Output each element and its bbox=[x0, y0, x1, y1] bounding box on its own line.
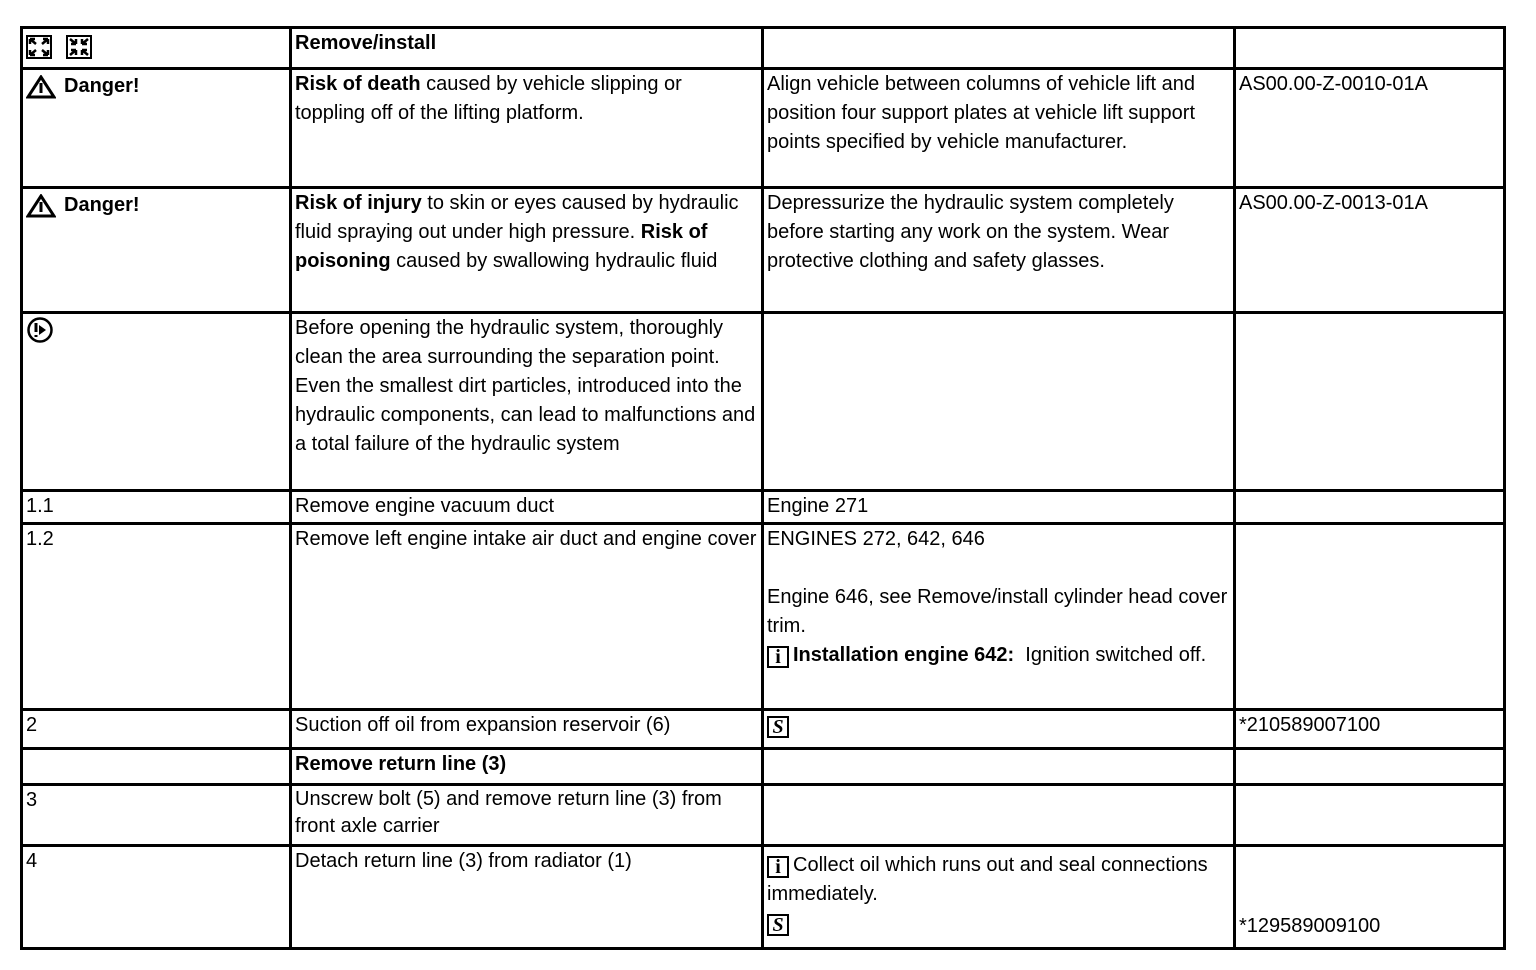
description-cell: Suction off oil from expansion reservoir (6) bbox=[291, 710, 763, 749]
note-line: Ignition switched off. bbox=[1014, 644, 1207, 666]
danger-label: Danger! bbox=[64, 194, 140, 216]
note-line: Collect oil which runs out and seal connections immediately. bbox=[767, 854, 1208, 905]
description: to skin or eyes caused by hydraulic fluid spraying out under high pressure. bbox=[295, 192, 739, 243]
subheading-cell bbox=[291, 749, 763, 785]
header-row bbox=[22, 28, 1505, 69]
table-row bbox=[22, 524, 1505, 710]
empty-cell bbox=[1235, 749, 1505, 785]
description-cell: Detach return line (3) from radiator (1) bbox=[291, 846, 763, 949]
note-cell: Engine 271 bbox=[763, 491, 1235, 524]
reference-cell[interactable]: *210589007100 bbox=[1235, 710, 1505, 749]
description-cell: Remove left engine intake air duct and engine cover bbox=[291, 524, 763, 710]
risk-bold: Risk of poisoning bbox=[295, 221, 708, 272]
step-number: 1.1 bbox=[22, 491, 291, 524]
note-line[interactable]: Engine 646, see Remove/install cylinder head cover trim. bbox=[767, 586, 1228, 637]
subheading-row bbox=[22, 749, 1505, 785]
procedure-table bbox=[20, 26, 1506, 950]
collapse-icon[interactable] bbox=[66, 35, 92, 59]
table-row bbox=[22, 846, 1505, 949]
reference-cell[interactable] bbox=[1235, 846, 1505, 949]
tool-icon[interactable]: S bbox=[767, 716, 789, 738]
label-cell bbox=[22, 69, 291, 188]
empty-cell bbox=[1235, 524, 1505, 710]
step-number: 2 bbox=[22, 710, 291, 749]
table-row bbox=[22, 188, 1505, 313]
empty-cell bbox=[763, 313, 1235, 491]
table-row bbox=[22, 710, 1505, 749]
reference-cell[interactable]: AS00.00-Z-0013-01A bbox=[1235, 188, 1505, 313]
empty-cell bbox=[1235, 491, 1505, 524]
step-number: 1.2 bbox=[22, 524, 291, 710]
step-number: 3 bbox=[22, 785, 291, 846]
description-cell: Before opening the hydraulic system, thoroughly clean the area surrounding the separation point. Even the smallest dirt particles, introduced into the hydraulic components, can lead to malfunctions and a total failure of the hydraulic system bbox=[291, 313, 763, 491]
note-cell bbox=[763, 524, 1235, 710]
subheading: Remove return line (3) bbox=[295, 753, 507, 775]
step-number: 4 bbox=[22, 846, 291, 949]
empty-cell bbox=[763, 785, 1235, 846]
table-row bbox=[22, 69, 1505, 188]
description: caused by vehicle slipping or toppling off of the lifting platform. bbox=[295, 73, 682, 124]
empty-cell bbox=[1235, 785, 1505, 846]
description-cell: Remove engine vacuum duct bbox=[291, 491, 763, 524]
label-cell bbox=[22, 188, 291, 313]
description: caused by swallowing hydraulic fluid bbox=[390, 250, 718, 272]
notice-icon bbox=[26, 316, 54, 344]
table-row bbox=[22, 491, 1505, 524]
empty-cell bbox=[763, 749, 1235, 785]
empty-cell bbox=[1235, 313, 1505, 491]
info-icon: i bbox=[767, 856, 789, 878]
empty-cell bbox=[763, 28, 1235, 69]
table-row bbox=[22, 785, 1505, 846]
risk-bold: Risk of death bbox=[295, 73, 421, 95]
warning-icon bbox=[26, 194, 56, 218]
note-cell bbox=[763, 846, 1235, 949]
note-cell: Align vehicle between columns of vehicle lift and position four support plates at vehicle lift support points specified by vehicle manufacturer. bbox=[763, 69, 1235, 188]
note-bold: Installation engine 642: bbox=[793, 644, 1015, 666]
description-cell: Unscrew bolt (5) and remove return line (3) from front axle carrier bbox=[291, 785, 763, 846]
expand-icon[interactable] bbox=[26, 35, 52, 59]
note-cell: Depressurize the hydraulic system completely before starting any work on the system. Wear protective clothing and safety glasses. bbox=[763, 188, 1235, 313]
section-title bbox=[291, 28, 763, 69]
view-toggle-cell bbox=[22, 28, 291, 69]
section-title-text: Remove/install bbox=[295, 32, 437, 54]
description-cell bbox=[291, 69, 763, 188]
description-cell bbox=[291, 188, 763, 313]
tool-icon[interactable]: S bbox=[767, 914, 789, 936]
risk-bold: Risk of injury bbox=[295, 192, 422, 214]
empty-cell bbox=[1235, 28, 1505, 69]
note-line: ENGINES 272, 642, 646 bbox=[767, 528, 985, 550]
note-cell bbox=[763, 710, 1235, 749]
reference-cell[interactable]: AS00.00-Z-0010-01A bbox=[1235, 69, 1505, 188]
warning-icon bbox=[26, 75, 56, 99]
reference[interactable]: *129589009100 bbox=[1239, 915, 1381, 937]
table-row bbox=[22, 313, 1505, 491]
info-icon: i bbox=[767, 646, 789, 668]
label-cell bbox=[22, 313, 291, 491]
empty-cell bbox=[22, 749, 291, 785]
danger-label: Danger! bbox=[64, 75, 140, 97]
